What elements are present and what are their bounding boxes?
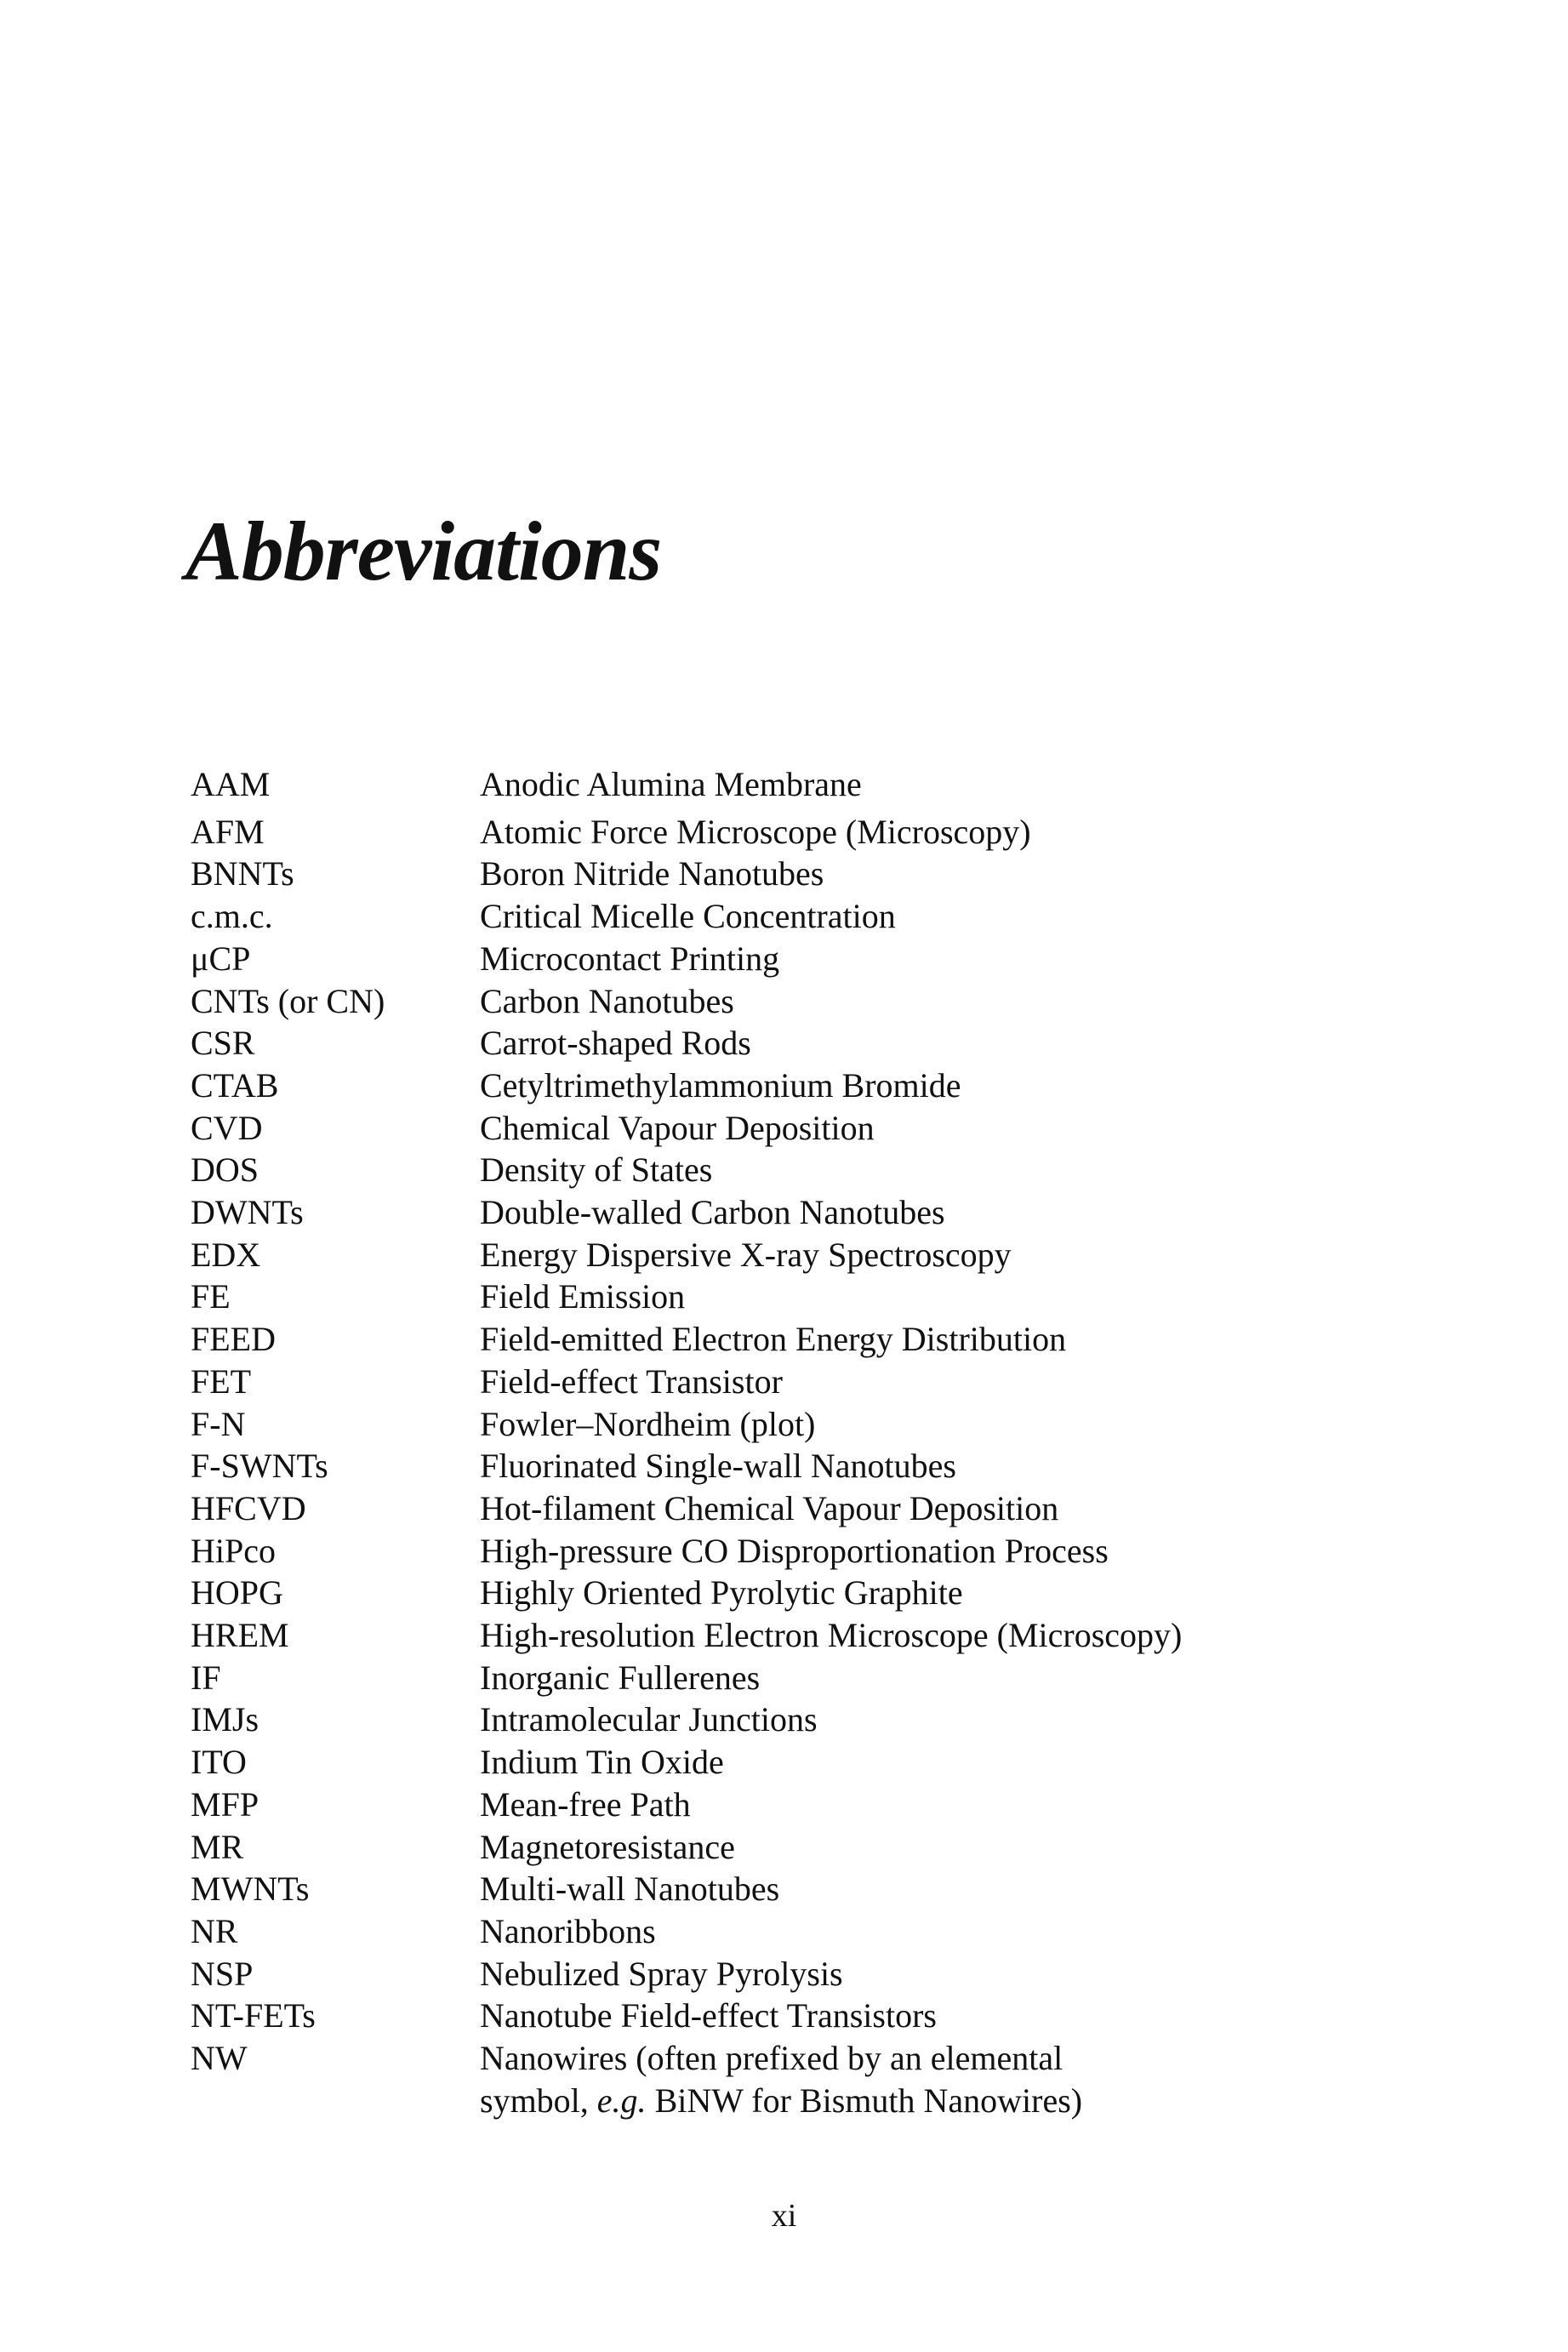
abbreviation-row bbox=[191, 1487, 1399, 1530]
abbreviation-term: NT-FETs bbox=[191, 1996, 316, 2035]
abbreviation-term: IMJs bbox=[191, 1700, 259, 1739]
abbreviation-term: CSR bbox=[191, 1024, 255, 1063]
abbreviation-row bbox=[191, 980, 1399, 1023]
page-number: xi bbox=[771, 2198, 797, 2234]
abbreviation-term: F-N bbox=[191, 1404, 246, 1443]
abbreviation-term: HiPco bbox=[191, 1531, 276, 1570]
abbreviation-definition: High-pressure CO Disproportionation Process bbox=[480, 1531, 1109, 1570]
abbreviation-row bbox=[191, 1953, 1399, 1995]
abbreviation-definition: Fluorinated Single-wall Nanotubes bbox=[480, 1447, 956, 1486]
abbreviation-definition: Critical Micelle Concentration bbox=[480, 897, 896, 936]
abbreviation-row bbox=[191, 1741, 1399, 1784]
abbreviation-term: AFM bbox=[191, 812, 265, 851]
abbreviation-definition: Indium Tin Oxide bbox=[480, 1743, 724, 1782]
abbreviation-term: HFCVD bbox=[191, 1488, 306, 1527]
abbreviation-row bbox=[191, 1191, 1399, 1234]
definition-line: Nanowires (often prefixed by an elemental bbox=[480, 2039, 1063, 2078]
abbreviation-definition: Chemical Vapour Deposition bbox=[480, 1108, 875, 1147]
abbreviation-term: FET bbox=[191, 1362, 252, 1401]
abbreviation-definition: Atomic Force Microscope (Microscopy) bbox=[480, 812, 1031, 851]
abbreviation-definition: Nanoribbons bbox=[480, 1911, 656, 1950]
abbreviation-term: CNTs (or CN) bbox=[191, 981, 385, 1020]
definition-text: BiNW for Bismuth Nanowires) bbox=[646, 2081, 1083, 2120]
abbreviation-row bbox=[191, 1698, 1399, 1741]
abbreviation-definition: Field-emitted Electron Energy Distribution bbox=[480, 1320, 1067, 1359]
abbreviation-row bbox=[191, 1910, 1399, 1953]
abbreviation-definition: Mean-free Path bbox=[480, 1784, 691, 1824]
abbreviation-row bbox=[191, 1530, 1399, 1573]
definition-italic-text: e.g. bbox=[596, 2081, 647, 2120]
abbreviation-definition: Carbon Nanotubes bbox=[480, 981, 734, 1020]
abbreviation-row bbox=[191, 811, 1399, 853]
abbreviation-row bbox=[191, 1234, 1399, 1276]
abbreviation-term: c.m.c. bbox=[191, 897, 273, 936]
abbreviation-definition: Magnetoresistance bbox=[480, 1827, 735, 1866]
abbreviation-list bbox=[191, 763, 1399, 2122]
abbreviation-row bbox=[191, 895, 1399, 938]
abbreviation-term: DOS bbox=[191, 1150, 259, 1190]
abbreviation-definition: High-resolution Electron Microscope (Microscopy) bbox=[480, 1616, 1183, 1655]
abbreviation-row bbox=[191, 1868, 1399, 1910]
abbreviation-term: MFP bbox=[191, 1784, 259, 1824]
abbreviation-term: IF bbox=[191, 1658, 221, 1697]
abbreviation-definition: Nanotube Field-effect Transistors bbox=[480, 1996, 937, 2035]
abbreviation-row bbox=[191, 1784, 1399, 1826]
page-title: Abbreviations bbox=[185, 504, 662, 598]
abbreviation-term: DWNTs bbox=[191, 1193, 304, 1232]
abbreviation-row bbox=[191, 1318, 1399, 1361]
abbreviation-row bbox=[191, 1572, 1399, 1614]
abbreviation-term: EDX bbox=[191, 1235, 261, 1274]
abbreviation-term: BNNTs bbox=[191, 854, 294, 893]
abbreviation-definition: Hot-filament Chemical Vapour Deposition bbox=[480, 1488, 1059, 1527]
abbreviation-definition: Inorganic Fullerenes bbox=[480, 1658, 761, 1697]
abbreviation-definition: Cetyltrimethylammonium Bromide bbox=[480, 1065, 961, 1105]
abbreviation-row bbox=[191, 1995, 1399, 2037]
abbreviation-row bbox=[191, 853, 1399, 895]
abbreviation-row bbox=[191, 1022, 1399, 1065]
abbreviation-term: FE bbox=[191, 1277, 231, 1316]
abbreviation-definition: Carrot-shaped Rods bbox=[480, 1024, 751, 1063]
abbreviation-definition: Highly Oriented Pyrolytic Graphite bbox=[480, 1573, 963, 1613]
definition-text: symbol, bbox=[480, 2081, 597, 2120]
abbreviation-term: NR bbox=[191, 1911, 238, 1950]
abbreviation-definition: Fowler–Nordheim (plot) bbox=[480, 1404, 816, 1443]
abbreviation-definition: Intramolecular Junctions bbox=[480, 1700, 818, 1739]
abbreviation-term: ITO bbox=[191, 1743, 247, 1782]
abbreviation-row bbox=[191, 938, 1399, 980]
abbreviation-row bbox=[191, 1149, 1399, 1191]
abbreviation-row bbox=[191, 1065, 1399, 1107]
abbreviation-term: FEED bbox=[191, 1320, 276, 1359]
abbreviation-definition: Field Emission bbox=[480, 1277, 686, 1316]
abbreviation-term: NSP bbox=[191, 1954, 254, 1993]
abbreviation-definition: Density of States bbox=[480, 1150, 713, 1190]
abbreviation-definition: Field-effect Transistor bbox=[480, 1362, 783, 1401]
abbreviation-row bbox=[191, 1445, 1399, 1487]
abbreviation-row bbox=[191, 1403, 1399, 1446]
abbreviation-row bbox=[191, 1361, 1399, 1403]
abbreviation-row bbox=[191, 1657, 1399, 1699]
abbreviation-row bbox=[191, 763, 1399, 806]
abbreviation-term: CTAB bbox=[191, 1065, 279, 1105]
abbreviation-definition: Boron Nitride Nanotubes bbox=[480, 854, 824, 893]
definition-line bbox=[480, 2080, 1399, 2122]
abbreviation-term: CVD bbox=[191, 1108, 263, 1147]
abbreviation-term: HREM bbox=[191, 1616, 289, 1655]
abbreviation-term: MWNTs bbox=[191, 1870, 310, 1909]
abbreviation-definition: Anodic Alumina Membrane bbox=[480, 765, 862, 803]
abbreviation-definition: Double-walled Carbon Nanotubes bbox=[480, 1193, 945, 1232]
abbreviation-definition: Nebulized Spray Pyrolysis bbox=[480, 1954, 843, 1993]
abbreviation-term: AAM bbox=[191, 765, 271, 803]
abbreviation-row bbox=[191, 1826, 1399, 1869]
abbreviation-definition bbox=[480, 2037, 1399, 2121]
abbreviation-definition: Multi-wall Nanotubes bbox=[480, 1870, 780, 1909]
abbreviation-row bbox=[191, 1614, 1399, 1657]
abbreviation-term: F-SWNTs bbox=[191, 1447, 328, 1486]
abbreviation-term: HOPG bbox=[191, 1573, 283, 1613]
abbreviation-term: MR bbox=[191, 1827, 244, 1866]
abbreviation-term: μCP bbox=[191, 939, 251, 978]
abbreviation-row bbox=[191, 1276, 1399, 1318]
abbreviation-definition: Energy Dispersive X-ray Spectroscopy bbox=[480, 1235, 1012, 1274]
abbreviation-row bbox=[191, 1107, 1399, 1150]
abbreviation-row bbox=[191, 2037, 1399, 2121]
abbreviation-term: NW bbox=[191, 2039, 248, 2078]
abbreviation-definition: Microcontact Printing bbox=[480, 939, 780, 978]
